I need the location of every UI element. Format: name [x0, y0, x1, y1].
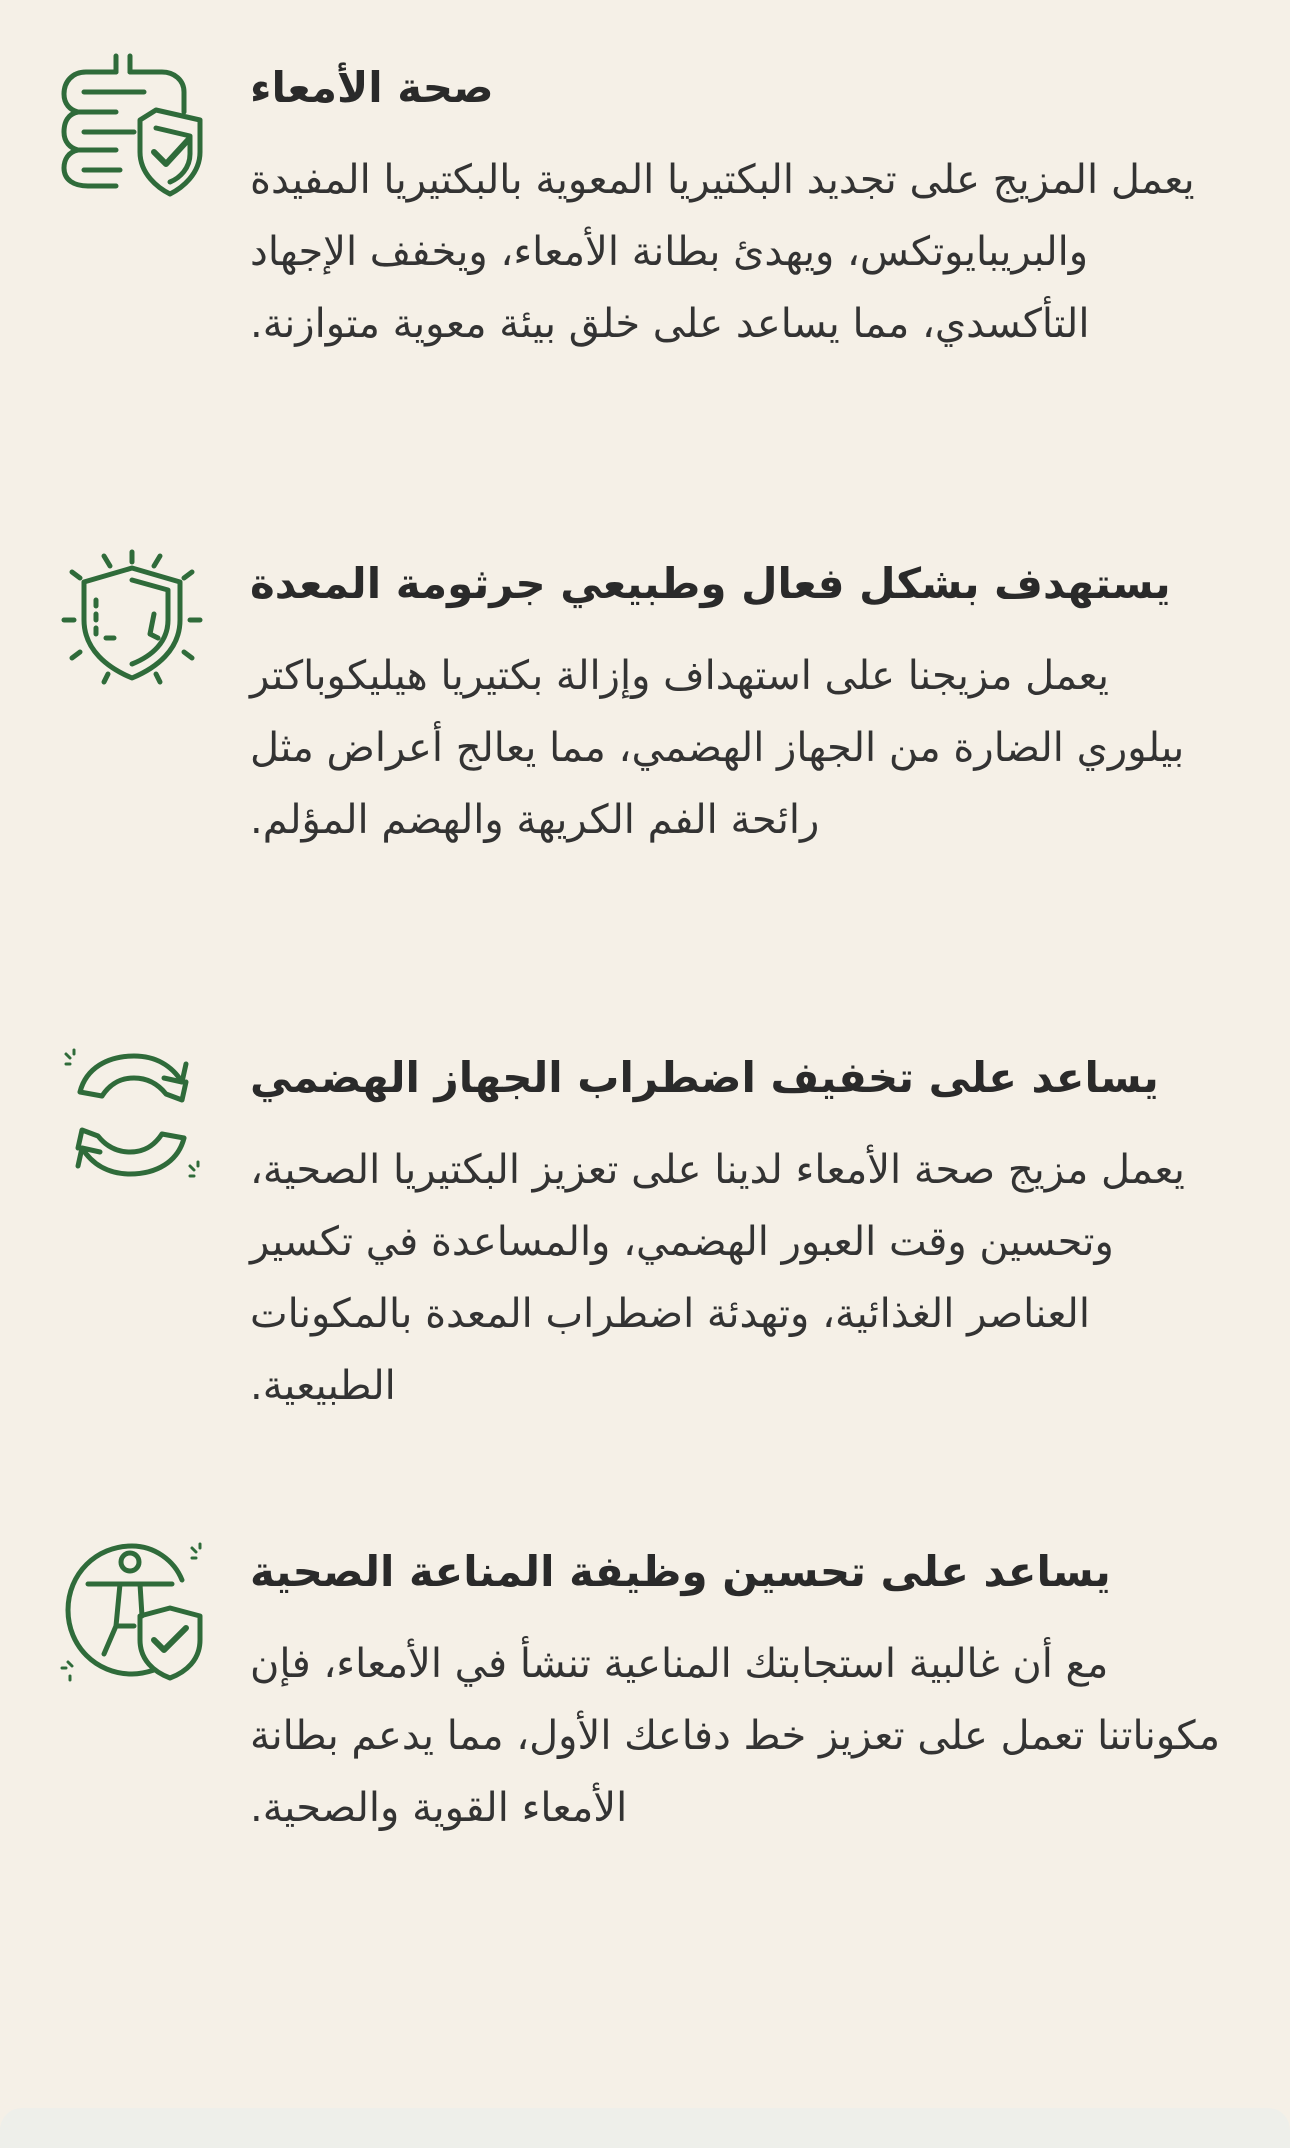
- body-shield-icon: [58, 1536, 206, 1684]
- feature-description: يعمل المزيج على تجديد البكتيريا المعوية بالبكتيريا المفيدة والبريبايوتكس، ويهدئ بطانة الأمعاء، ويخفف الإجهاد التأكسدي، مما يساعد على خلق بيئة معوية متوازنة.: [250, 157, 1195, 347]
- shield-sparkle-icon: [58, 548, 206, 696]
- feature-description: يعمل مزيج صحة الأمعاء لدينا على تعزيز البكتيريا الصحية، وتحسين وقت العبور الهضمي، والمساعدة في تكسير العناصر الغذائية، وتهدئة اضطراب المعدة بالمكونات الطبيعية.: [250, 1147, 1185, 1409]
- bottom-panel: [0, 2108, 1290, 2148]
- feature-title: صحة الأمعاء: [250, 63, 494, 112]
- feature-title: يساعد على تحسين وظيفة المناعة الصحية: [250, 1547, 1111, 1596]
- refresh-arrows-icon: [58, 1042, 206, 1190]
- intestine-shield-icon: [58, 52, 206, 200]
- feature-description: مع أن غالبية استجابتك المناعية تنشأ في الأمعاء، فإن مكوناتنا تعمل على تعزيز خط دفاعك الأول، مما يدعم بطانة الأمعاء القوية والصحية.: [250, 1641, 1220, 1831]
- feature-title: يستهدف بشكل فعال وطبيعي جرثومة المعدة: [250, 559, 1171, 608]
- feature-title: يساعد على تخفيف اضطراب الجهاز الهضمي: [250, 1053, 1159, 1102]
- feature-description: يعمل مزيجنا على استهداف وإزالة بكتيريا هيليكوباكتر بيلوري الضارة من الجهاز الهضمي، مما يعالج أعراض مثل رائحة الفم الكريهة والهضم المؤلم.: [250, 653, 1185, 843]
